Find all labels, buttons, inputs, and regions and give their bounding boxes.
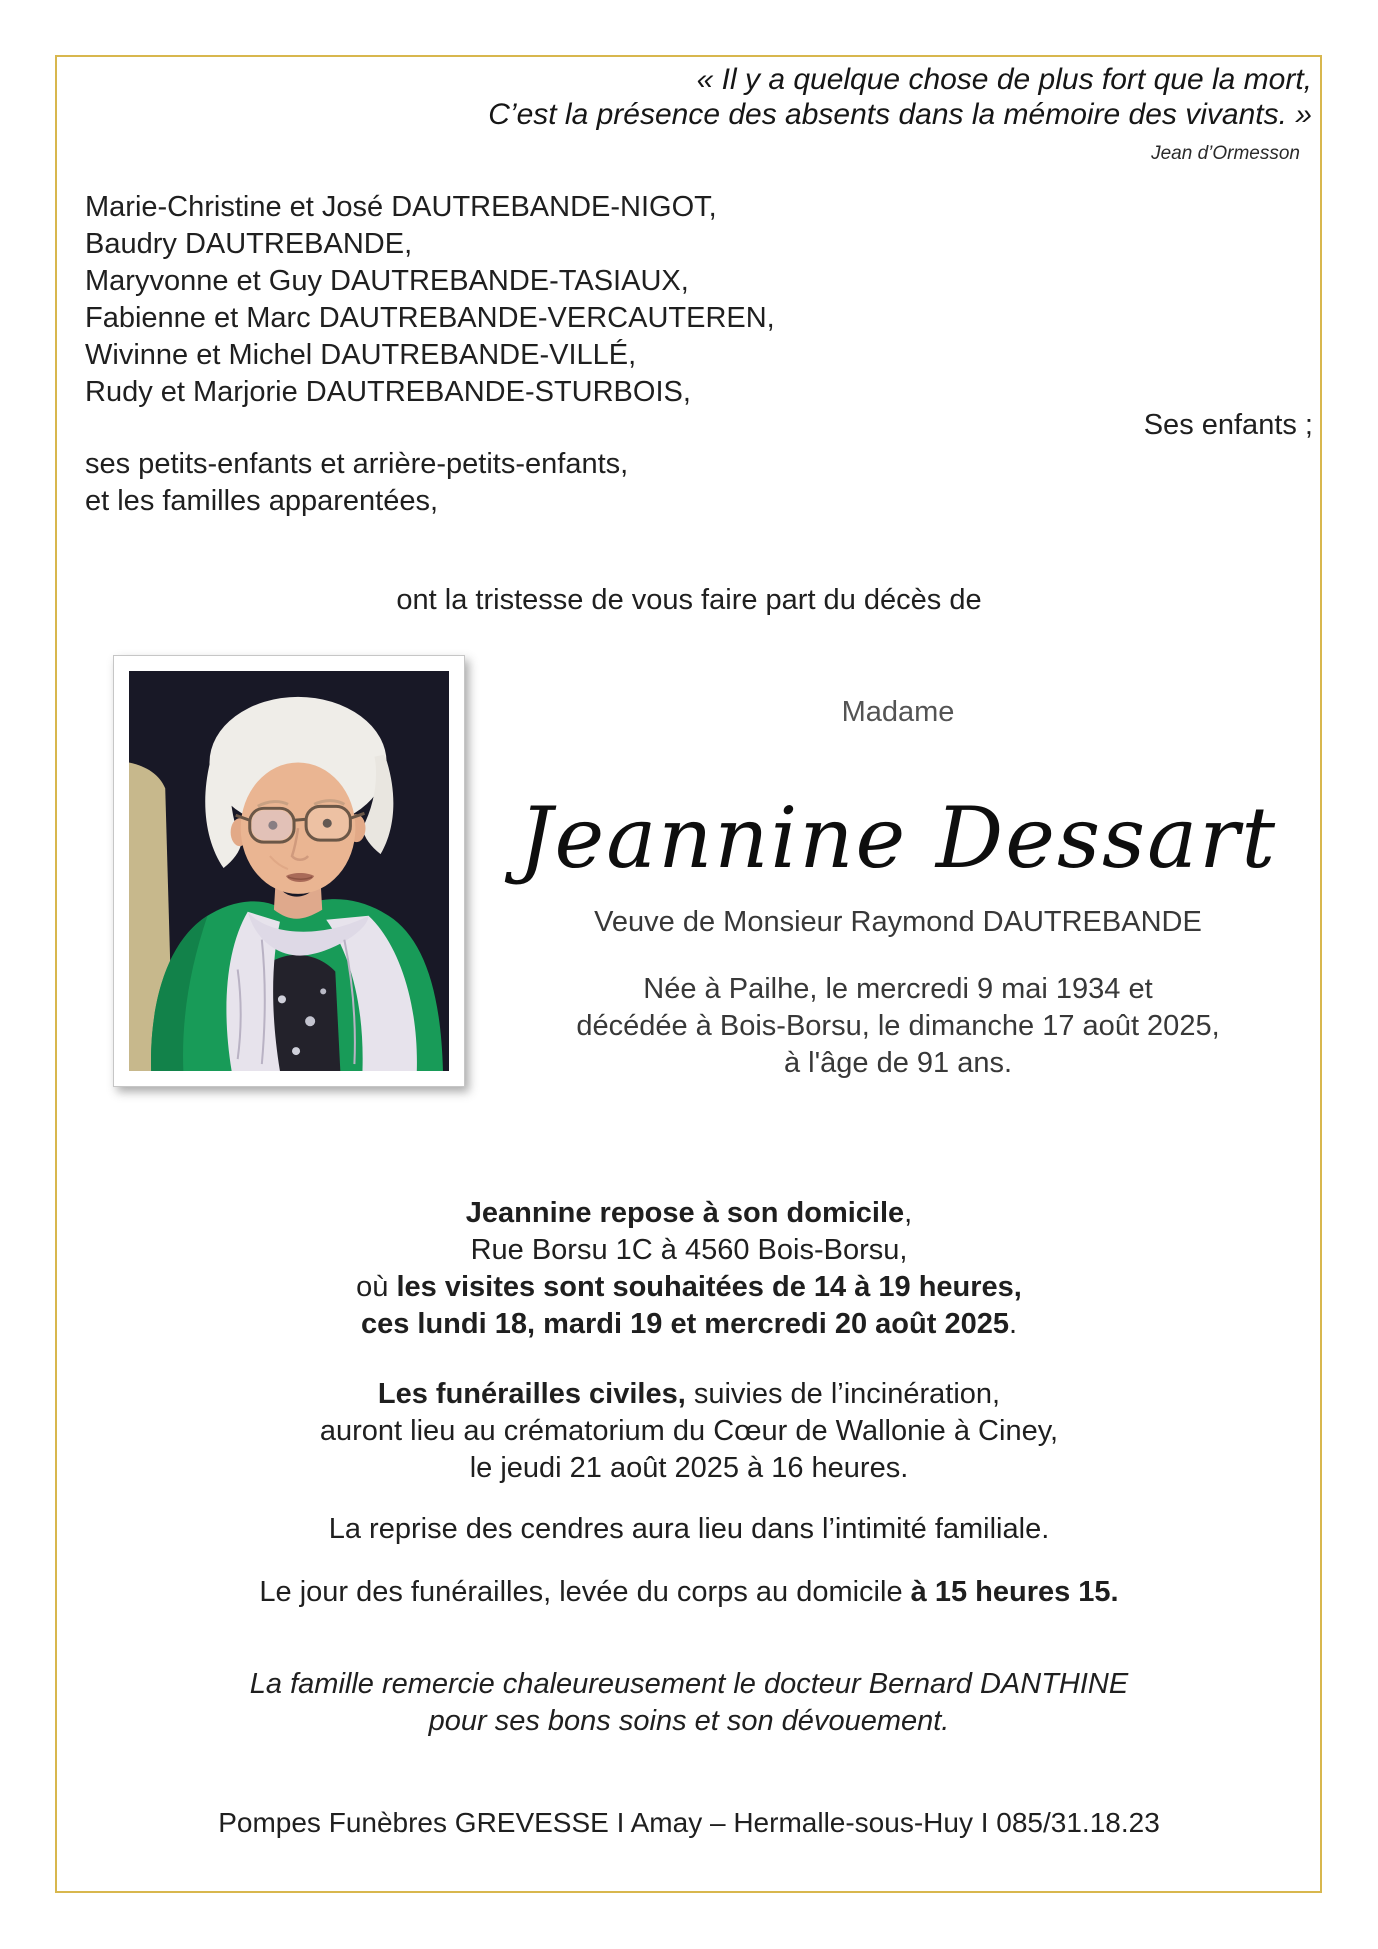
child-name: Fabienne et Marc DAUTREBANDE-VERCAUTEREN,	[85, 302, 775, 334]
portrait-photo	[129, 671, 449, 1071]
levee-prefix: Le jour des funérailles, levée du corps au domicile	[259, 1576, 911, 1608]
related-families-line: et les familles apparentées,	[85, 485, 439, 517]
child-name: Marie-Christine et José DAUTREBANDE-NIGOT,	[85, 191, 717, 223]
quote-line-1: « Il y a quelque chose de plus fort que la mort,	[696, 63, 1312, 96]
child-name: Baudry DAUTREBANDE,	[85, 228, 413, 260]
child-name: Wivinne et Michel DAUTREBANDE-VILLÉ,	[85, 339, 637, 371]
levee-line	[56, 1574, 1322, 1611]
visitation-home-bold: Jeannine repose à son domicile	[465, 1197, 905, 1229]
funeral-civil-bold: Les funérailles civiles,	[377, 1378, 686, 1410]
visitation-days	[56, 1306, 1322, 1343]
birth-death-block	[465, 971, 1331, 1082]
visitation-block	[56, 1195, 1322, 1343]
deceased-name: Jeannine Dessart	[518, 789, 1278, 887]
visitation-days-bold: ces lundi 18, mardi 19 et mercredi 20 août 2025	[360, 1308, 1009, 1340]
levee-time-bold: à 15 heures 15.	[910, 1576, 1119, 1608]
funeral-block	[56, 1376, 1322, 1487]
children-label: Ses enfants ;	[1143, 409, 1313, 441]
children-names-list	[85, 189, 775, 411]
deceased-title: Madame	[841, 696, 955, 728]
ashes-line: La reprise des cendres aura lieu dans l’intimité familiale.	[328, 1513, 1050, 1545]
visitation-days-rest: .	[1008, 1308, 1018, 1340]
announcement-line: ont la tristesse de vous faire part du décès de	[396, 584, 982, 616]
thanks-block	[56, 1666, 1322, 1740]
grandchildren-line: ses petits-enfants et arrière-petits-enfants,	[85, 448, 629, 480]
funeral-line-1-rest: suivies de l’incinération,	[685, 1378, 1001, 1410]
funeral-home-footer: Pompes Funèbres GREVESSE I Amay – Hermalle-sous-Huy I 085/31.18.23	[218, 1807, 1160, 1838]
visitation-line-1-rest: ,	[904, 1197, 913, 1229]
visitation-hours-prefix: où	[356, 1271, 397, 1303]
funeral-line-1	[56, 1376, 1322, 1413]
visitation-line-1	[56, 1195, 1322, 1232]
widow-line: Veuve de Monsieur Raymond DAUTREBANDE	[594, 906, 1202, 938]
death-line: décédée à Bois-Borsu, le dimanche 17 août 2025,	[576, 1010, 1220, 1042]
memorial-quote	[488, 62, 1312, 171]
photo-frame	[113, 655, 465, 1087]
visitation-hours-bold: les visites sont souhaitées de 14 à 19 heures,	[396, 1271, 1022, 1303]
thanks-line-1: La famille remercie chaleureusement le docteur Bernard DANTHINE	[249, 1668, 1129, 1700]
quote-author: Jean d’Ormesson	[1151, 143, 1300, 164]
child-name: Maryvonne et Guy DAUTREBANDE-TASIAUX,	[85, 265, 689, 297]
quote-line-2: C’est la présence des absents dans la mémoire des vivants. »	[488, 98, 1312, 131]
thanks-line-2: pour ses bons soins et son dévouement.	[428, 1705, 950, 1737]
age-line: à l'âge de 91 ans.	[783, 1047, 1013, 1079]
visitation-hours	[56, 1269, 1322, 1306]
extended-family-lines	[85, 446, 628, 520]
funeral-datetime: le jeudi 21 août 2025 à 16 heures.	[469, 1452, 909, 1484]
child-name: Rudy et Marjorie DAUTREBANDE-STURBOIS,	[85, 376, 691, 408]
visitation-address: Rue Borsu 1C à 4560 Bois-Borsu,	[470, 1234, 908, 1266]
birth-line: Née à Pailhe, le mercredi 9 mai 1934 et	[643, 973, 1153, 1005]
funeral-location: auront lieu au crématorium du Cœur de Wallonie à Ciney,	[319, 1415, 1059, 1447]
